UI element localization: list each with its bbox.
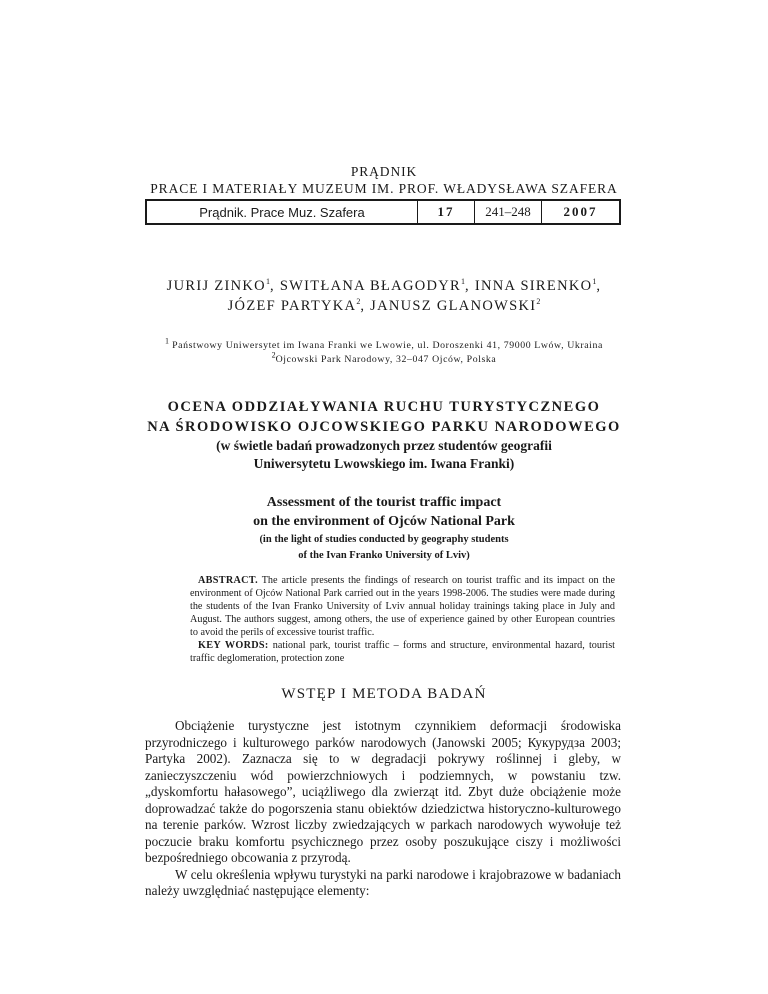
keywords-paragraph [190, 639, 615, 665]
author-affiliation-number: 2 [356, 297, 361, 307]
title-en-line-2: on the environment of Ojców National Park [253, 514, 515, 529]
author-name: JANUSZ GLANOWSKI [370, 298, 537, 314]
body-paragraph: W celu określenia wpływu turystyki na parki narodowe i krajobrazowe w badaniach należy uwzględniać następujące elementy: [145, 866, 621, 898]
keywords-label: KEY WORDS: [198, 640, 269, 651]
abstract-text: The article presents the findings of research on tourist traffic and its impact on the environment of Ojców National Park carried out in the years 1998-2006. The studies were made during the students of the Ivan Franko University of Lviv annual holiday trainings taking place in July and August. The authors suggest, among others, the use of experience gained by other European countries to avoid the perils of excessive tourist traffic. [190, 575, 615, 638]
citation-year: 2007 [542, 200, 621, 224]
author-name: JÓZEF PARTYKA [227, 298, 357, 314]
citation-box [145, 199, 621, 225]
subtitle-pl-line-1: (w świetle badań prowadzonych przez studentów geografii [216, 438, 552, 453]
author-name: INNA SIRENKO [474, 278, 593, 294]
author-separator: , [465, 278, 475, 294]
author-affiliation-number: 1 [265, 277, 270, 287]
title-pl-line-1: OCENA ODDZIAŁYWANIA RUCHU TURYSTYCZNEGO [167, 399, 601, 415]
citation-volume: 17 [418, 200, 475, 224]
author-name: SWITŁANA BŁAGODYR [279, 278, 462, 294]
journal-series: PRACE I MATERIAŁY MUZEUM IM. PROF. WŁADYSŁAWA SZAFERA [150, 181, 618, 196]
abstract-paragraph [190, 574, 615, 639]
citation-pages: 241–248 [475, 200, 542, 224]
journal-name: PRĄDNIK [350, 164, 418, 179]
author-affiliation-number: 1 [461, 277, 466, 287]
affiliation-number: 1 [165, 336, 170, 346]
section-heading: WSTĘP I METODA BADAŃ [281, 686, 487, 702]
subtitle-pl-line-2: Uniwersytetu Lwowskiego im. Iwana Franki) [253, 456, 515, 471]
affiliation-text: Państwowy Uniwersytet im Iwana Franki we Lwowie, ul. Doroszenki 41, 79000 Lwów, Ukraina [169, 340, 603, 351]
affiliation-2 [0, 350, 768, 367]
authors-line-2 [0, 296, 768, 316]
body-paragraph: Obciążenie turystyczne jest istotnym czynnikiem deformacji środowiska przyrodniczego i kulturowego parków narodowych (Janowski 2005; Кукурудза 2003; Partyka 2002). Zaznacza się to w degradacji pokrywy roślinnej i gleby, w zanieczyszczeniu wód powierzchniowych i podziemnych, w powstaniu tzw. „dyskomfortu hałasowego”, uciążliwego dla zwierząt itd. Zbyt duże obciążenie może doprowadzać także do pogorszenia stanu obiektów dziedzictwa historyczno-kulturowego na terenie parków. Wzrost liczby zwiedzających w parkach narodowych wywołuje też poczucie braku komfortu psychicznego przez osoby poszukujące ciszy i możliwości bezpośredniego obcowania z przyrodą. [145, 718, 621, 865]
subtitle-en-line-1: (in the light of studies conducted by geography students [259, 534, 509, 545]
title-pl-line-2: NA ŚRODOWISKO OJCOWSKIEGO PARKU NARODOWEGO [147, 419, 621, 435]
author-name: JURIJ ZINKO [166, 278, 266, 294]
affiliation-1 [0, 336, 768, 353]
author-separator: , [360, 298, 371, 314]
author-separator: , [269, 278, 280, 294]
citation-short-title: Prądnik. Prace Muz. Szafera [146, 200, 418, 224]
author-affiliation-number: 2 [536, 297, 541, 307]
authors-line-1 [0, 276, 768, 296]
subtitle-en-line-2: of the Ivan Franko University of Lviv) [298, 550, 470, 561]
abstract-label: ABSTRACT. [198, 575, 258, 586]
affiliation-text: Ojcowski Park Narodowy, 32–047 Ojców, Polska [275, 354, 497, 365]
author-separator: , [596, 278, 602, 294]
author-affiliation-number: 1 [592, 277, 597, 287]
title-en-line-1: Assessment of the tourist traffic impact [266, 495, 502, 510]
affiliation-number: 2 [271, 350, 276, 360]
abstract-block [190, 574, 615, 665]
body-text [145, 718, 621, 900]
keywords-text: national park, tourist traffic – forms and structure, environmental hazard, tourist traffic deglomeration, protection zone [190, 640, 615, 664]
